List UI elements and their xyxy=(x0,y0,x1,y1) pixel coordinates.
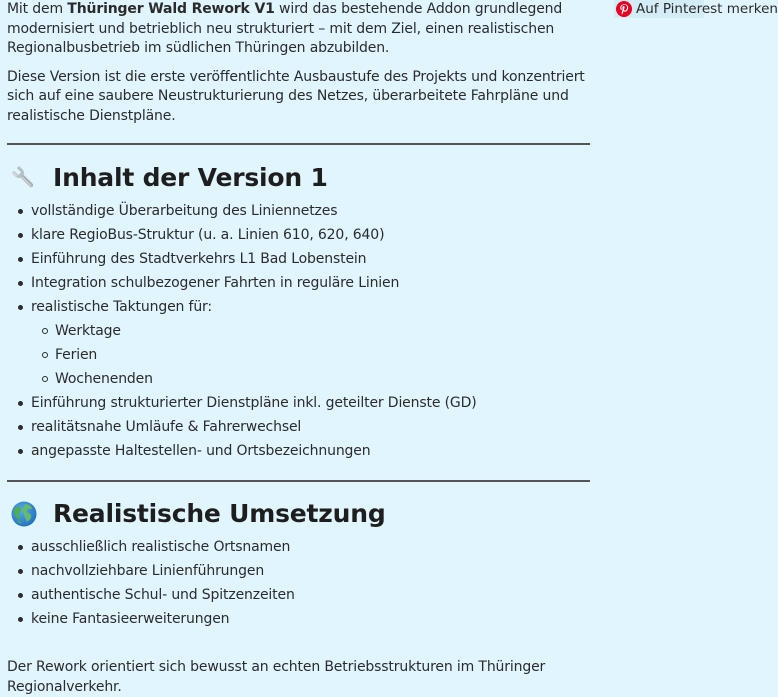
divider xyxy=(7,143,590,145)
list-item: klare RegioBus-Struktur (u. a. Linien 610, 620, 640) xyxy=(31,223,590,247)
list-item: Einführung des Stadtverkehrs L1 Bad Lobenstein xyxy=(31,247,590,271)
list-item: Integration schulbezogener Fahrten in reguläre Linien xyxy=(31,271,590,295)
globe-icon xyxy=(10,500,38,528)
article-content xyxy=(7,0,590,697)
sub-list-item: Ferien xyxy=(55,343,590,367)
list-item: ausschließlich realistische Ortsnamen xyxy=(31,535,590,559)
section-title: Inhalt der Version 1 xyxy=(53,163,328,192)
list-item-with-sublist xyxy=(31,295,590,391)
list-item-label: realistische Taktungen für: xyxy=(31,299,212,315)
list-item: nachvollziehbare Linienführungen xyxy=(31,559,590,583)
divider xyxy=(7,480,590,482)
section-heading-version-1 xyxy=(7,163,590,193)
section-title: Realistische Umsetzung xyxy=(53,499,386,528)
list-item: vollständige Überarbeitung des Liniennetzes xyxy=(31,199,590,223)
intro-prefix: Mit dem xyxy=(7,1,68,17)
realism-feature-list xyxy=(7,535,590,631)
pinterest-label: Auf Pinterest merken xyxy=(636,1,778,17)
sub-list-item: Wochenenden xyxy=(55,367,590,391)
list-item: authentische Schul- und Spitzenzeiten xyxy=(31,583,590,607)
section-heading-realism xyxy=(7,499,590,529)
intro-suffix: wird das bestehende Addon grundlegend modernisiert und betrieblich neu strukturiert – mit dem Ziel, einen realistischen Regionalbusbetrieb im südlichen Thüringen abzubilden. xyxy=(7,1,563,56)
list-item: realitätsnahe Umläufe & Fahrerwechsel xyxy=(31,415,590,439)
intro-paragraph xyxy=(7,0,590,59)
outro-paragraph: Der Rework orientiert sich bewusst an echten Betriebsstrukturen im Thüringer Regionalverkehr. xyxy=(7,659,546,695)
addon-name: Thüringer Wald Rework V1 xyxy=(67,1,275,17)
pinterest-save-button[interactable] xyxy=(614,0,778,18)
list-item: keine Fantasieerweiterungen xyxy=(31,607,590,631)
list-item: Einführung strukturierter Dienstpläne inkl. geteilter Dienste (GD) xyxy=(31,391,590,415)
version-1-feature-list xyxy=(7,199,590,463)
list-item: angepasste Haltestellen- und Ortsbezeichnungen xyxy=(31,439,590,463)
timetable-sublist xyxy=(31,319,590,391)
sub-list-item: Werktage xyxy=(55,319,590,343)
wrench-icon xyxy=(10,164,38,192)
pinterest-icon xyxy=(616,1,632,17)
scope-paragraph: Diese Version ist die erste veröffentlichte Ausbaustufe des Projekts und konzentriert sich auf eine saubere Neustrukturierung des Netzes, überarbeitete Fahrpläne und realistische Dienstpläne. xyxy=(7,68,585,124)
